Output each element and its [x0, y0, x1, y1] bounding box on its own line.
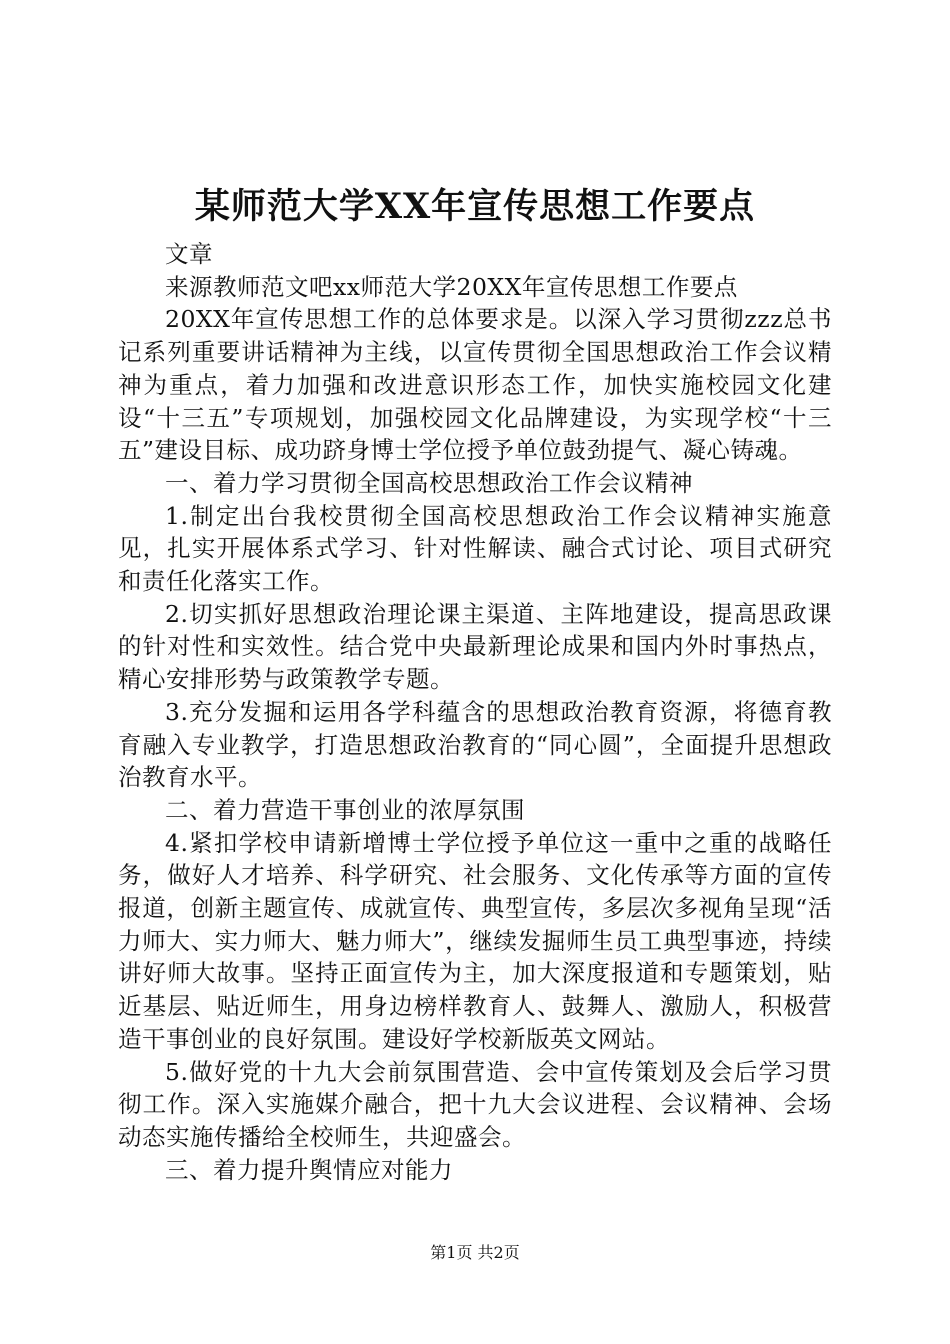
paragraph-item-2: 2.切实抓好思想政治理论课主渠道、主阵地建设，提高思政课的针对性和实效性。结合党中央最新理论成果和国内外时事热点，精心安排形势与政策教学专题。 [118, 599, 832, 694]
page-footer: 第1页 共2页 [430, 1243, 520, 1262]
paragraph-item-1: 1.制定出台我校贯彻全国高校思想政治工作会议精神实施意见，扎实开展体系式学习、针对性解读、融合式讨论、项目式研究和责任化落实工作。 [118, 501, 832, 596]
paragraph-item-5: 5.做好党的十九大会前氛围营造、会中宣传策划及会后学习贯彻工作。深入实施媒介融合，把十九大会议进程、会议精神、会场动态实施传播给全校师生，共迎盛会。 [118, 1057, 832, 1151]
paragraph-source: 来源教师范文吧xx师范大学20XX年宣传思想工作要点 [165, 272, 738, 301]
section-heading-1: 一、着力学习贯彻全国高校思想政治工作会议精神 [165, 468, 693, 497]
paragraph-item-4: 4.紧扣学校申请新增博士学位授予单位这一重中之重的战略任务，做好人才培养、科学研究、社会服务、文化传承等方面的宣传报道，创新主题宣传、成就宣传、典型宣传，多层次多视角呈现“活力师大、实力师大、魅力师大”，继续发掘师生员工典型事迹，持续讲好师大故事。坚持正面宣传为主，加大深度报道和专题策划，贴近基层、贴近师生，用身边榜样教育人、鼓舞人、激励人，积极营造干事创业的良好氛围。建设好学校新版英文网站。 [118, 828, 832, 1053]
document-title: 某师范大学XX年宣传思想工作要点 [194, 186, 756, 227]
section-heading-2: 二、着力营造干事创业的浓厚氛围 [165, 795, 525, 824]
section-heading-3: 三、着力提升舆情应对能力 [165, 1155, 453, 1184]
paragraph-overall-requirement: 20XX年宣传思想工作的总体要求是。以深入学习贯彻zzz总书记系列重要讲话精神为主线，以宣传贯彻全国思想政治工作会议精神为重点，着力加强和改进意识形态工作，加快实施校园文化建设“十三五”专项规划，加强校园文化品牌建设，为实现学校“十三五”建设目标、成功跻身博士学位授予单位鼓劲提气、凝心铸魂。 [118, 305, 832, 465]
paragraph-article-label: 文章 [165, 240, 213, 268]
document-body [118, 238, 832, 1186]
paragraph-item-3: 3.充分发掘和运用各学科蕴含的思想政治教育资源，将德育教育融入专业教学，打造思想政治教育的“同心圆”，全面提升思想政治教育水平。 [118, 697, 832, 792]
